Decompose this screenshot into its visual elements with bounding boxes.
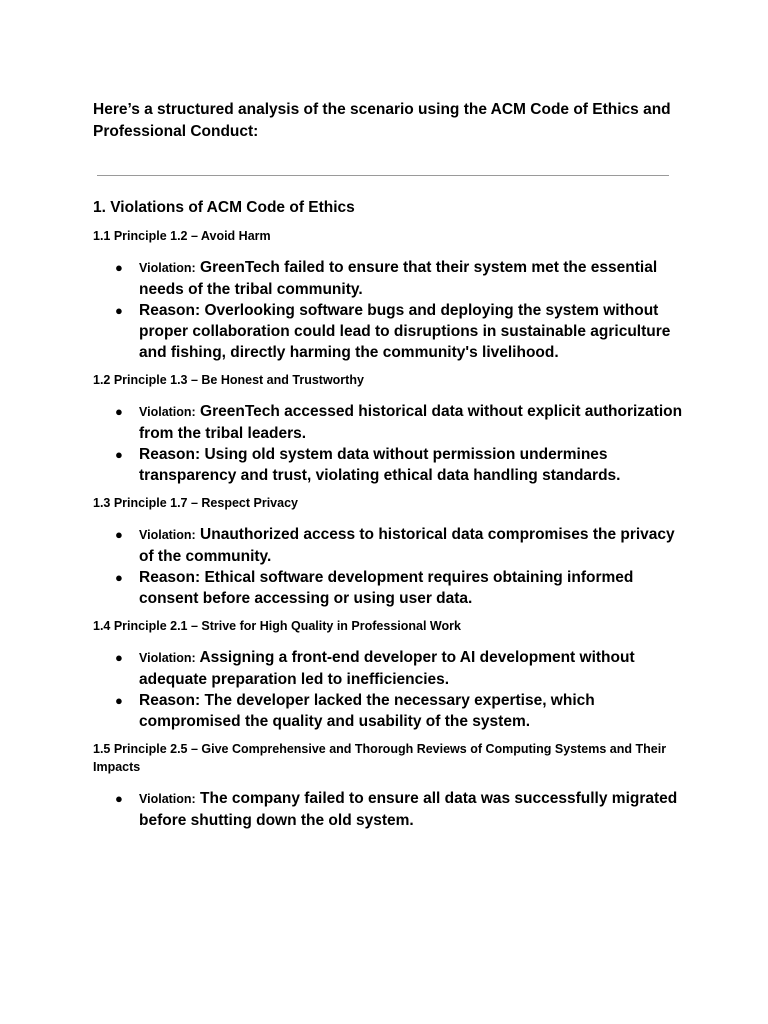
principle-1-1-list	[93, 257, 683, 363]
principle-heading-1-3: 1.3 Principle 1.7 – Respect Privacy	[93, 496, 298, 510]
intro-paragraph: Here’s a structured analysis of the scenario using the ACM Code of Ethics and Professional Conduct:	[93, 101, 671, 140]
violation-text: GreenTech failed to ensure that their system met the essential needs of the tribal community.	[139, 259, 658, 298]
reason-item	[93, 567, 683, 609]
principle-1-2-list	[93, 401, 683, 486]
reason-text: Reason: Using old system data without permission undermines transparency and trust, violating ethical data handling standards.	[139, 446, 621, 484]
bullet-icon: ●	[115, 693, 123, 708]
bullet-icon: ●	[115, 527, 123, 542]
violation-item	[93, 647, 683, 690]
bullet-icon: ●	[115, 447, 123, 462]
violation-label: Violation:	[139, 405, 196, 419]
violation-label: Violation:	[139, 261, 196, 275]
violation-text: Assigning a front-end developer to AI development without adequate preparation led to inefficiencies.	[139, 649, 635, 688]
bullet-icon: ●	[115, 650, 123, 665]
reason-item	[93, 300, 683, 363]
reason-text: Reason: Ethical software development requires obtaining informed consent before accessing or using user data.	[139, 569, 634, 607]
bullet-icon: ●	[115, 260, 123, 275]
principle-heading-1-5: 1.5 Principle 2.5 – Give Comprehensive and Thorough Reviews of Computing Systems and Their Impacts	[93, 742, 667, 774]
violation-text: GreenTech accessed historical data without explicit authorization from the tribal leaders.	[139, 403, 683, 442]
violation-label: Violation:	[139, 651, 196, 665]
violation-label: Violation:	[139, 792, 196, 806]
violation-text: The company failed to ensure all data was successfully migrated before shutting down the old system.	[139, 790, 678, 829]
horizontal-divider	[97, 175, 669, 176]
violation-text: Unauthorized access to historical data compromises the privacy of the community.	[139, 526, 675, 565]
principle-heading-1-1: 1.1 Principle 1.2 – Avoid Harm	[93, 229, 271, 243]
principle-heading-1-4: 1.4 Principle 2.1 – Strive for High Quality in Professional Work	[93, 619, 461, 633]
violation-item	[93, 257, 683, 300]
reason-item	[93, 690, 683, 732]
reason-item	[93, 444, 683, 486]
violation-item	[93, 788, 683, 831]
principle-heading-1-2: 1.2 Principle 1.3 – Be Honest and Trustworthy	[93, 373, 364, 387]
principle-1-5-list	[93, 788, 683, 831]
principle-1-4-list	[93, 647, 683, 732]
violation-label: Violation:	[139, 528, 196, 542]
bullet-icon: ●	[115, 791, 123, 806]
section-heading: 1. Violations of ACM Code of Ethics	[93, 199, 355, 216]
reason-text: Reason: The developer lacked the necessary expertise, which compromised the quality and usability of the system.	[139, 692, 595, 730]
bullet-icon: ●	[115, 570, 123, 585]
violation-item	[93, 524, 683, 567]
violation-item	[93, 401, 683, 444]
reason-text: Reason: Overlooking software bugs and deploying the system without proper collaboration could lead to disruptions in sustainable agriculture and fishing, directly harming the community's livelihood.	[139, 302, 671, 361]
bullet-icon: ●	[115, 404, 123, 419]
document-page	[93, 99, 683, 831]
bullet-icon: ●	[115, 303, 123, 318]
principle-1-3-list	[93, 524, 683, 609]
